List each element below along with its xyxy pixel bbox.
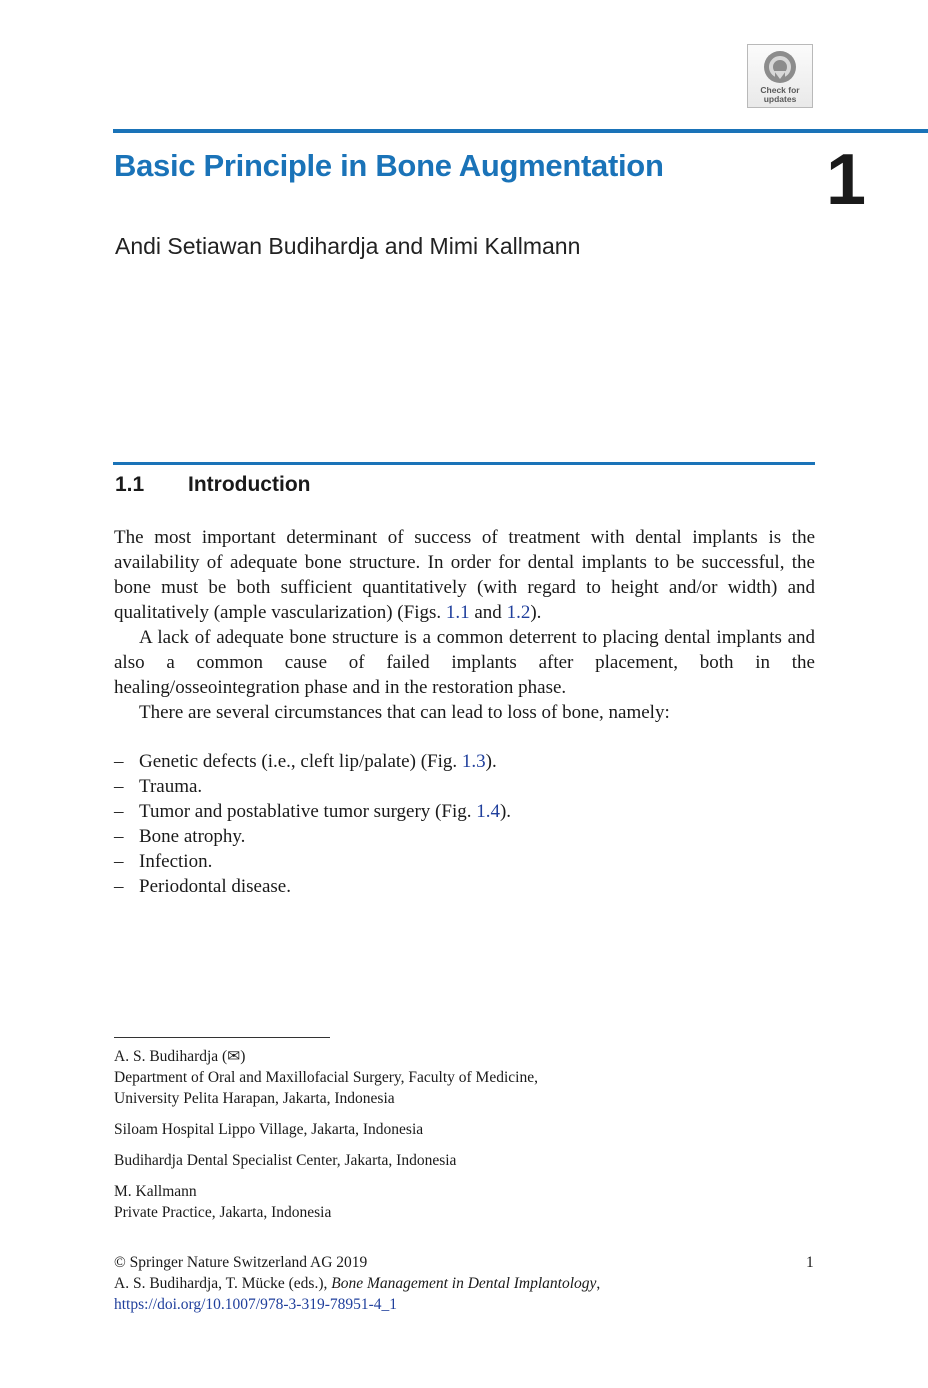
author-1-affiliation-line-2: University Pelita Harapan, Jakarta, Indonesia (114, 1090, 395, 1107)
figure-link-1-3[interactable]: 1.3 (461, 751, 486, 772)
author-1-affiliation-2: Siloam Hospital Lippo Village, Jakarta, Indonesia (114, 1121, 424, 1138)
author-1-affiliation-3: Budihardja Dental Specialist Center, Jakarta, Indonesia (114, 1152, 457, 1169)
chapter-number: 1 (826, 140, 867, 220)
crossmark-icon (762, 49, 798, 85)
author-1-name[interactable]: A. S. Budihardja (✉) (114, 1048, 246, 1065)
list-item: – Tumor and postablative tumor surgery (Fig. 1.4). (114, 801, 512, 822)
section-number: 1.1 (115, 473, 145, 496)
figure-link-1-2[interactable]: 1.2 (506, 602, 531, 623)
author-1-block (114, 1046, 714, 1109)
body-text (114, 525, 815, 725)
author-1-affiliation-line-1: Department of Oral and Maxillofacial Surgery, Faculty of Medicine, (114, 1069, 538, 1086)
author-2-affiliation: Private Practice, Jakarta, Indonesia (114, 1204, 332, 1221)
doi-link[interactable]: https://doi.org/10.1007/978-3-319-78951-4_1 (114, 1296, 398, 1313)
copyright-block (114, 1252, 815, 1315)
paragraph-2: A lack of adequate bone structure is a common deterrent to placing dental implants and also a common cause of failed implants after placement, both in the healing/osseointegration phase and in the restoration phase. (114, 627, 815, 698)
badge-label: Check for updates (760, 85, 800, 104)
section-title: Introduction (188, 473, 311, 496)
book-title: Bone Management in Dental Implantology (331, 1275, 597, 1292)
paragraph-1: The most important determinant of success of treatment with dental implants is the availability of adequate bone structure. In order for dental implants to be successful, the bone must be both sufficient quantitatively (with regard to height and/or width) and qualitatively (ample vascularization) (Figs. 1.1 and 1.2). (114, 527, 815, 623)
figure-link-1-1[interactable]: 1.1 (445, 602, 470, 623)
list-item: – Bone atrophy. (114, 826, 246, 847)
author-2-block (114, 1181, 714, 1223)
chapter-top-rule (113, 129, 928, 133)
paragraph-3: There are several circumstances that can lead to loss of bone, namely: (139, 702, 670, 723)
list-item: – Periodontal disease. (114, 876, 291, 897)
check-for-updates-badge[interactable] (747, 44, 813, 108)
author-footnotes (114, 1046, 714, 1233)
list-item: – Genetic defects (i.e., cleft lip/palate) (Fig. 1.3). (114, 751, 497, 772)
citation-line: A. S. Budihardja, T. Mücke (eds.), Bone Management in Dental Implantology, (114, 1275, 601, 1292)
copyright-line: © Springer Nature Switzerland AG 2019 (114, 1254, 368, 1271)
list-item: – Trauma. (114, 776, 203, 797)
author-2-name: M. Kallmann (114, 1183, 197, 1200)
bone-loss-causes-list (114, 749, 815, 899)
figure-link-1-4[interactable]: 1.4 (476, 801, 500, 822)
list-item: – Infection. (114, 851, 213, 872)
section-rule (113, 462, 815, 465)
chapter-title: Basic Principle in Bone Augmentation (114, 148, 664, 183)
page-number: 1 (806, 1254, 814, 1271)
footnote-rule (114, 1037, 330, 1038)
chapter-authors: Andi Setiawan Budihardja and Mimi Kallmann (115, 233, 581, 259)
